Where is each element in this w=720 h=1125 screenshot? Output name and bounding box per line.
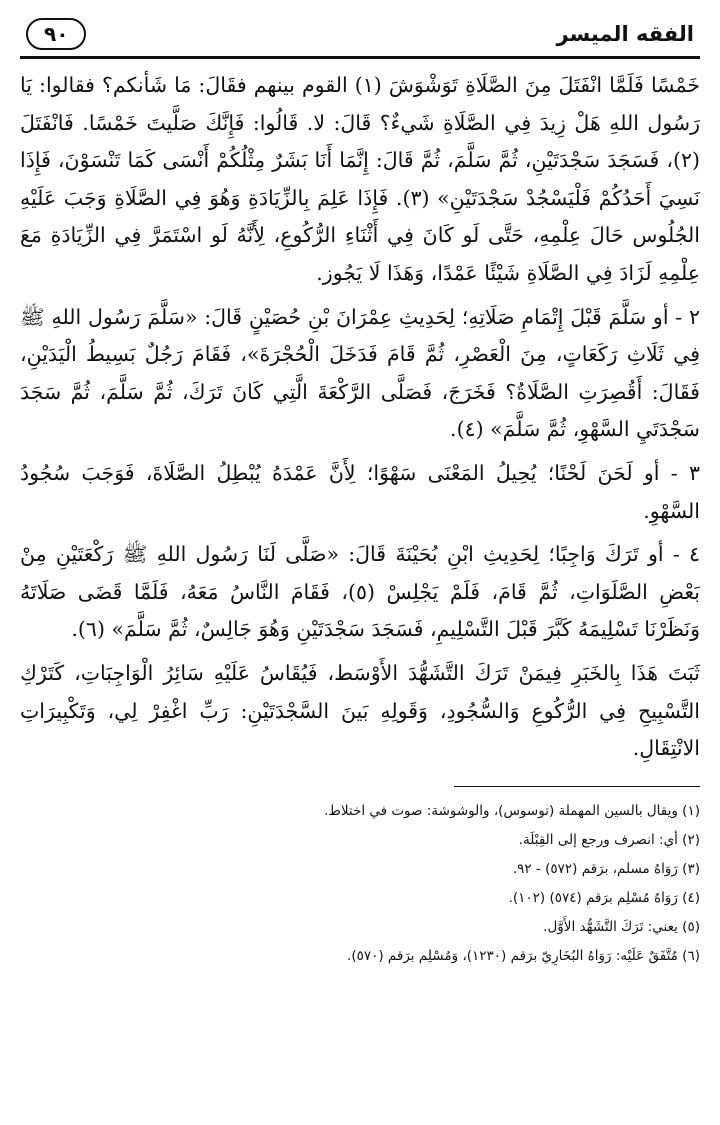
- footnote-5: (٥) يعني: تَرَكَ التَّشَهُّد الأَوَّل.: [543, 918, 700, 935]
- footnote-separator: [454, 786, 700, 787]
- paragraph-point-3: ٣ - أو لَحَنَ لَحْنًا؛ يُحِيلُ المَعْنَى سَهْوًا؛ لِأَنَّ عَمْدَهُ يُبْطِلُ الصَّلَاةَ، فَوَجَبَ سُجُودُ السَّهْوِ.: [20, 460, 700, 523]
- footnote-6: (٦) مُتَّفَقٌ عَلَيْه: رَوَاهُ البُخَارِيّ برَقم (١٢٣٠)، وَمُسْلِم برَقم (٥٧٠).: [347, 947, 700, 964]
- paragraph-analogy: ثَبَتَ هَذَا بِالخَبَرِ فِيمَنْ تَرَكَ التَّشَهُّدَ الأَوْسَط، فَيُقَاسُ عَلَيْهِ سَائِرُ الْوَاجِبَاتِ، كَتَرْكِ التَّسْبِيحِ فِي الرُّكُوعِ وَالسُّجُودِ، وَقَولِهِ بَينَ السَّجْدَتَيْنِ: رَبِّ اغْفِرْ لِي، وَتَكْبِيرَاتِ الانْتِقَالِ.: [20, 660, 700, 761]
- paragraph-point-4: ٤ - أو تَرَكَ وَاجِبًا؛ لِحَدِيثِ ابْنِ بُحَيْنَةَ قَالَ: «صَلَّى لَنَا رَسُول اللهِ ﷺ رَكْعَتَيْنِ مِنْ بَعْضِ الصَّلَوَاتِ، ثُمَّ قَامَ، فَلَمْ يَجْلِسْ (٥)، فَقَامَ النَّاسُ مَعَهُ، فَلَمَّا قَضَى صَلَاتَهُ وَنَظَرْنَا تَسْلِيمَهُ كَبَّرَ قَبْلَ التَّسْلِيمِ، فَسَجَدَ سَجْدَتَيْنِ وَهُوَ جَالِسٌ، ثُمَّ سَلَّمَ» (٦).: [20, 542, 700, 642]
- book-title: الفقه الميسر: [556, 22, 694, 46]
- paragraph-hadith-five: خَمْسًا فَلَمَّا انْفَتَلَ مِنَ الصَّلَاةِ تَوَشْوَشَ (١) القوم بينهم فقَالَ: مَا شَأنكم؟ فقالوا: يَا رَسُول اللهِ هَلْ زِيدَ فِي الصَّلَاةِ شَيءٌ؟ قَالَ: لا. قَالُوا: فَإِنَّكَ صَلَّيتَ خَمْسًا. فَانْفَتَلَ (٢)، فَسَجَدَ سَجْدَتَيْنِ، ثُمَّ سَلَّمَ، ثُمَّ قَالَ: إِنَّمَا أَنَا بَشَرٌ مِثْلُكُمْ أَنْسَى كَمَا تَنْسَوْنَ، فَإِذَا نَسِيَ أَحَدُكُمْ فَلْيَسْجُدْ سَجْدَتَيْنِ» (٣). فَإِذَا عَلِمَ بِالزِّيَادَةِ وَهُوَ فِي الصَّلَاةِ وَجَبَ عَلَيْهِ الجُلُوس حَالَ عِلْمِهِ، حَتَّى لَو كَانَ فِي أَثْنَاءِ الرُّكُوعِ، لِأَنَّهُ لَو اسْتَمَرَّ فِي الزِّيَادَةِ مَعَ عِلْمِهِ لَزَادَ فِي الصَّلَاةِ شَيْئًا عَمْدًا، وَهَذَا لَا يَجُوز.: [20, 73, 700, 285]
- footnote-3: (٣) رَوَاهُ مسلم، برَقم (٥٧٢) - ٩٢.: [512, 860, 700, 877]
- footnotes: [20, 797, 700, 971]
- footnote-1: (١) ويقال بالسين المهملة (توسوس)، والوشوشة: صوت في اختلاط.: [324, 802, 700, 819]
- page-number: ٩٠: [26, 18, 86, 50]
- footnote-4: (٤) رَوَاهُ مُسْلِم برَقم (٥٧٤) (١٠٢).: [508, 889, 700, 906]
- main-text: [20, 67, 700, 768]
- page-header: [20, 14, 700, 59]
- footnote-2: (٢) أي: انصرف ورجع إلى القِبْلَة.: [518, 831, 700, 848]
- paragraph-point-2: ٢ - أو سَلَّمَ قَبْلَ إِتْمَامِ صَلَاتِهِ؛ لِحَدِيثِ عِمْرَانَ بْنِ حُصَيْنٍ قَالَ: «سَلَّمَ رَسُول اللهِ ﷺ فِي ثَلَاثِ رَكَعَاتٍ، مِنَ الْعَصْرِ، ثُمَّ قَامَ فَدَخَلَ الْحُجْرَةَ»، فَقَامَ رَجُلٌ بَسِيطُ الْيَدَيْنِ، فَقَالَ: أَقُصِرَتِ الصَّلَاةُ؟ فَخَرَجَ، فَصَلَّى الرَّكْعَةَ الَّتِي كَانَ تَرَكَ، ثُمَّ سَلَّمَ، ثُمَّ سَجَدَ سَجْدَتَيِ السَّهْوِ، ثُمَّ سَلَّمَ» (٤).: [20, 304, 700, 442]
